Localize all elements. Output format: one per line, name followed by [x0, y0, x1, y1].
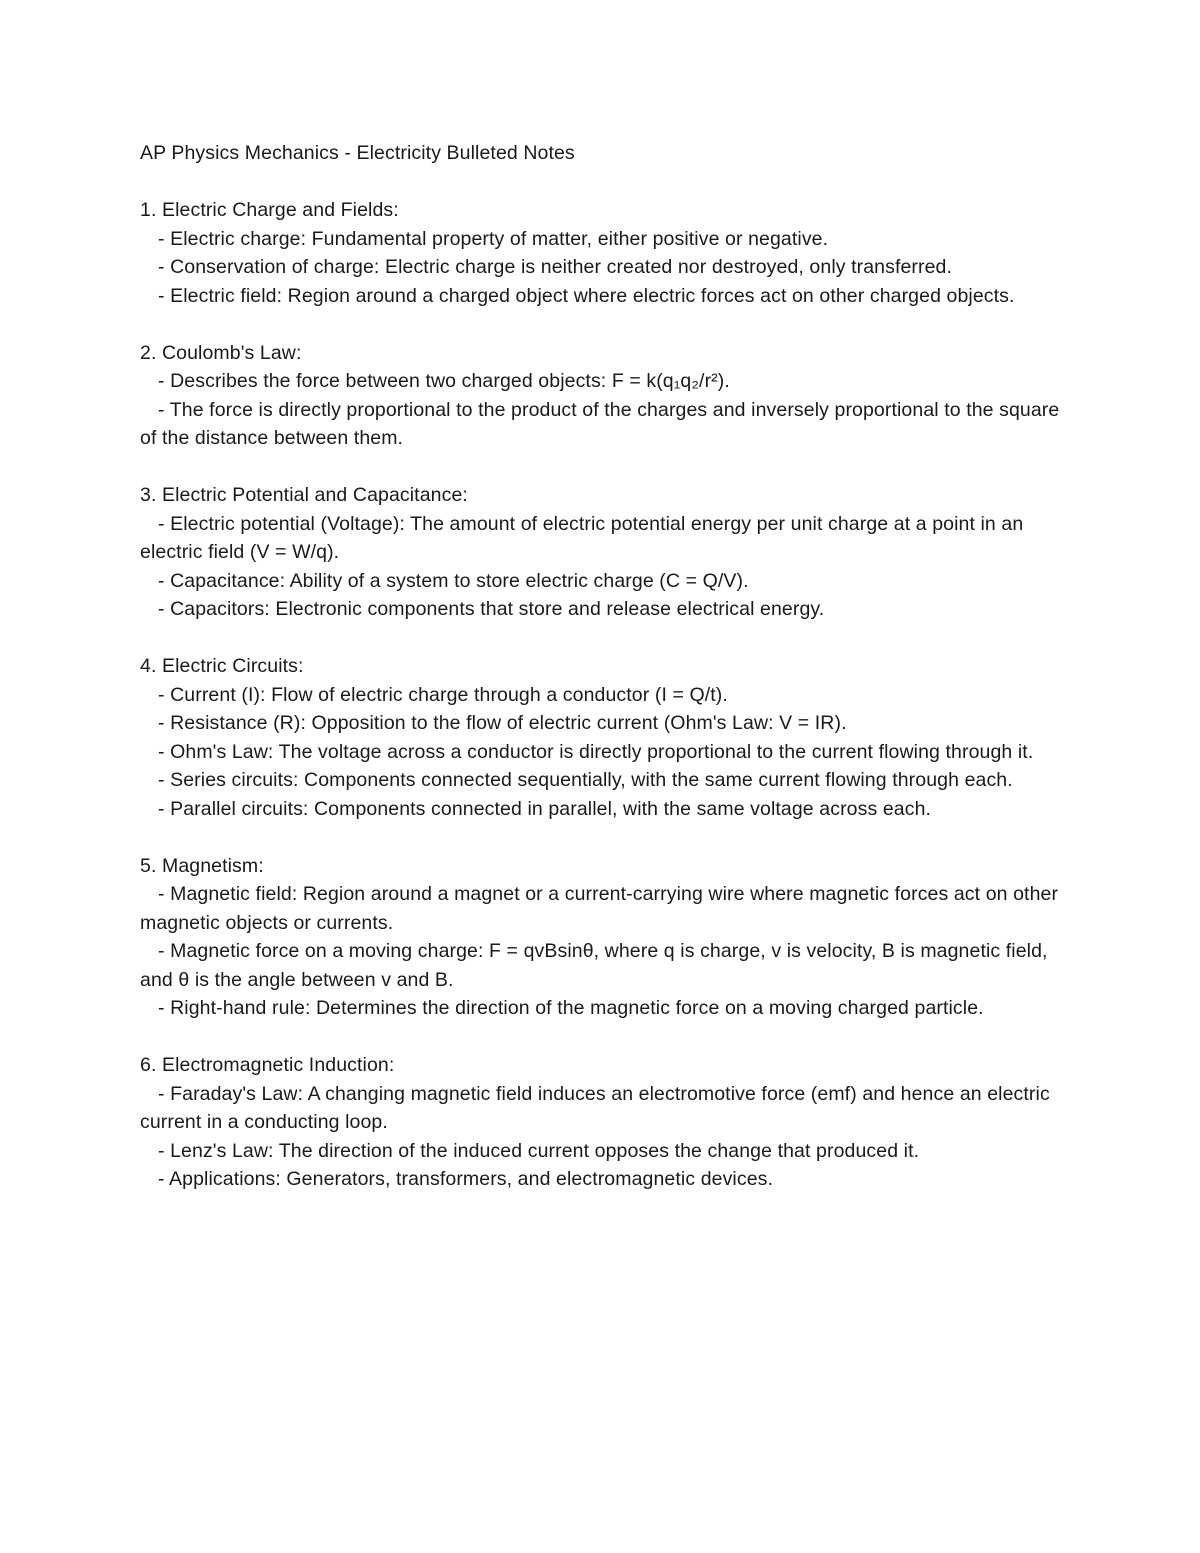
bullet-item: - Electric charge: Fundamental property of matter, either positive or negative.	[158, 227, 829, 250]
section-heading: 1. Electric Charge and Fields:	[140, 199, 399, 221]
bullet-list	[140, 367, 1075, 453]
section-electric-potential-and-capacitance	[140, 481, 1075, 624]
bullet-item: - Capacitance: Ability of a system to store electric charge (C = Q/V).	[158, 569, 749, 592]
bullet-list	[140, 225, 1075, 311]
bullet-item: - Current (I): Flow of electric charge through a conductor (I = Q/t).	[158, 683, 728, 706]
section-electric-charge-and-fields	[140, 196, 1075, 310]
bullet-item: - Describes the force between two charged objects: F = k(q₁q₂/r²).	[158, 370, 730, 392]
bullet-item: - Resistance (R): Opposition to the flow of electric current (Ohm's Law: V = IR).	[158, 712, 847, 734]
bullet-item: - Lenz's Law: The direction of the induced current opposes the change that produced it.	[158, 1139, 920, 1162]
bullet-list	[140, 880, 1075, 1023]
bullet-item: - Electric field: Region around a charged object where electric forces act on other charged objects.	[158, 284, 1015, 307]
bullet-item: - Capacitors: Electronic components that store and release electrical energy.	[158, 598, 825, 620]
bullet-item: - Magnetic field: Region around a magnet or a current-carrying wire where magnetic forces act on other magnetic objects or currents.	[140, 883, 1059, 934]
bullet-item: - Faraday's Law: A changing magnetic field induces an electromotive force (emf) and hence an electric current in a conducting loop.	[140, 1082, 1050, 1133]
section-heading: 3. Electric Potential and Capacitance:	[140, 484, 468, 506]
section-heading: 2. Coulomb's Law:	[140, 341, 302, 364]
bullet-item: - Parallel circuits: Components connected in parallel, with the same voltage across each.	[158, 797, 932, 820]
bullet-item: - Ohm's Law: The voltage across a conductor is directly proportional to the current flowing through it.	[158, 740, 1034, 763]
bullet-item: - Magnetic force on a moving charge: F = qvBsinθ, where q is charge, v is velocity, B is magnetic field, and θ is the angle between v and B.	[140, 940, 1048, 991]
bullet-item: - Conservation of charge: Electric charge is neither created nor destroyed, only transferred.	[158, 256, 953, 278]
bullet-list	[140, 681, 1075, 824]
section-electric-circuits	[140, 652, 1075, 823]
document-page	[140, 139, 1075, 1222]
bullet-list	[140, 510, 1075, 624]
section-magnetism	[140, 852, 1075, 1023]
section-heading: 5. Magnetism:	[140, 854, 264, 877]
bullet-list	[140, 1080, 1075, 1194]
bullet-item: - The force is directly proportional to the product of the charges and inversely proportional to the square of the distance between them.	[140, 398, 1060, 449]
section-heading: 4. Electric Circuits:	[140, 655, 304, 677]
bullet-item: - Right-hand rule: Determines the direction of the magnetic force on a moving charged particle.	[158, 997, 984, 1019]
bullet-item: - Electric potential (Voltage): The amount of electric potential energy per unit charge at a point in an electric field (V = W/q).	[140, 512, 1024, 563]
bullet-item: - Applications: Generators, transformers, and electromagnetic devices.	[158, 1168, 774, 1190]
bullet-item: - Series circuits: Components connected sequentially, with the same current flowing through each.	[158, 769, 1013, 791]
section-electromagnetic-induction	[140, 1051, 1075, 1194]
section-coulombs-law	[140, 339, 1075, 453]
section-heading: 6. Electromagnetic Induction:	[140, 1054, 395, 1076]
document-title: AP Physics Mechanics - Electricity Bulleted Notes	[140, 142, 575, 164]
